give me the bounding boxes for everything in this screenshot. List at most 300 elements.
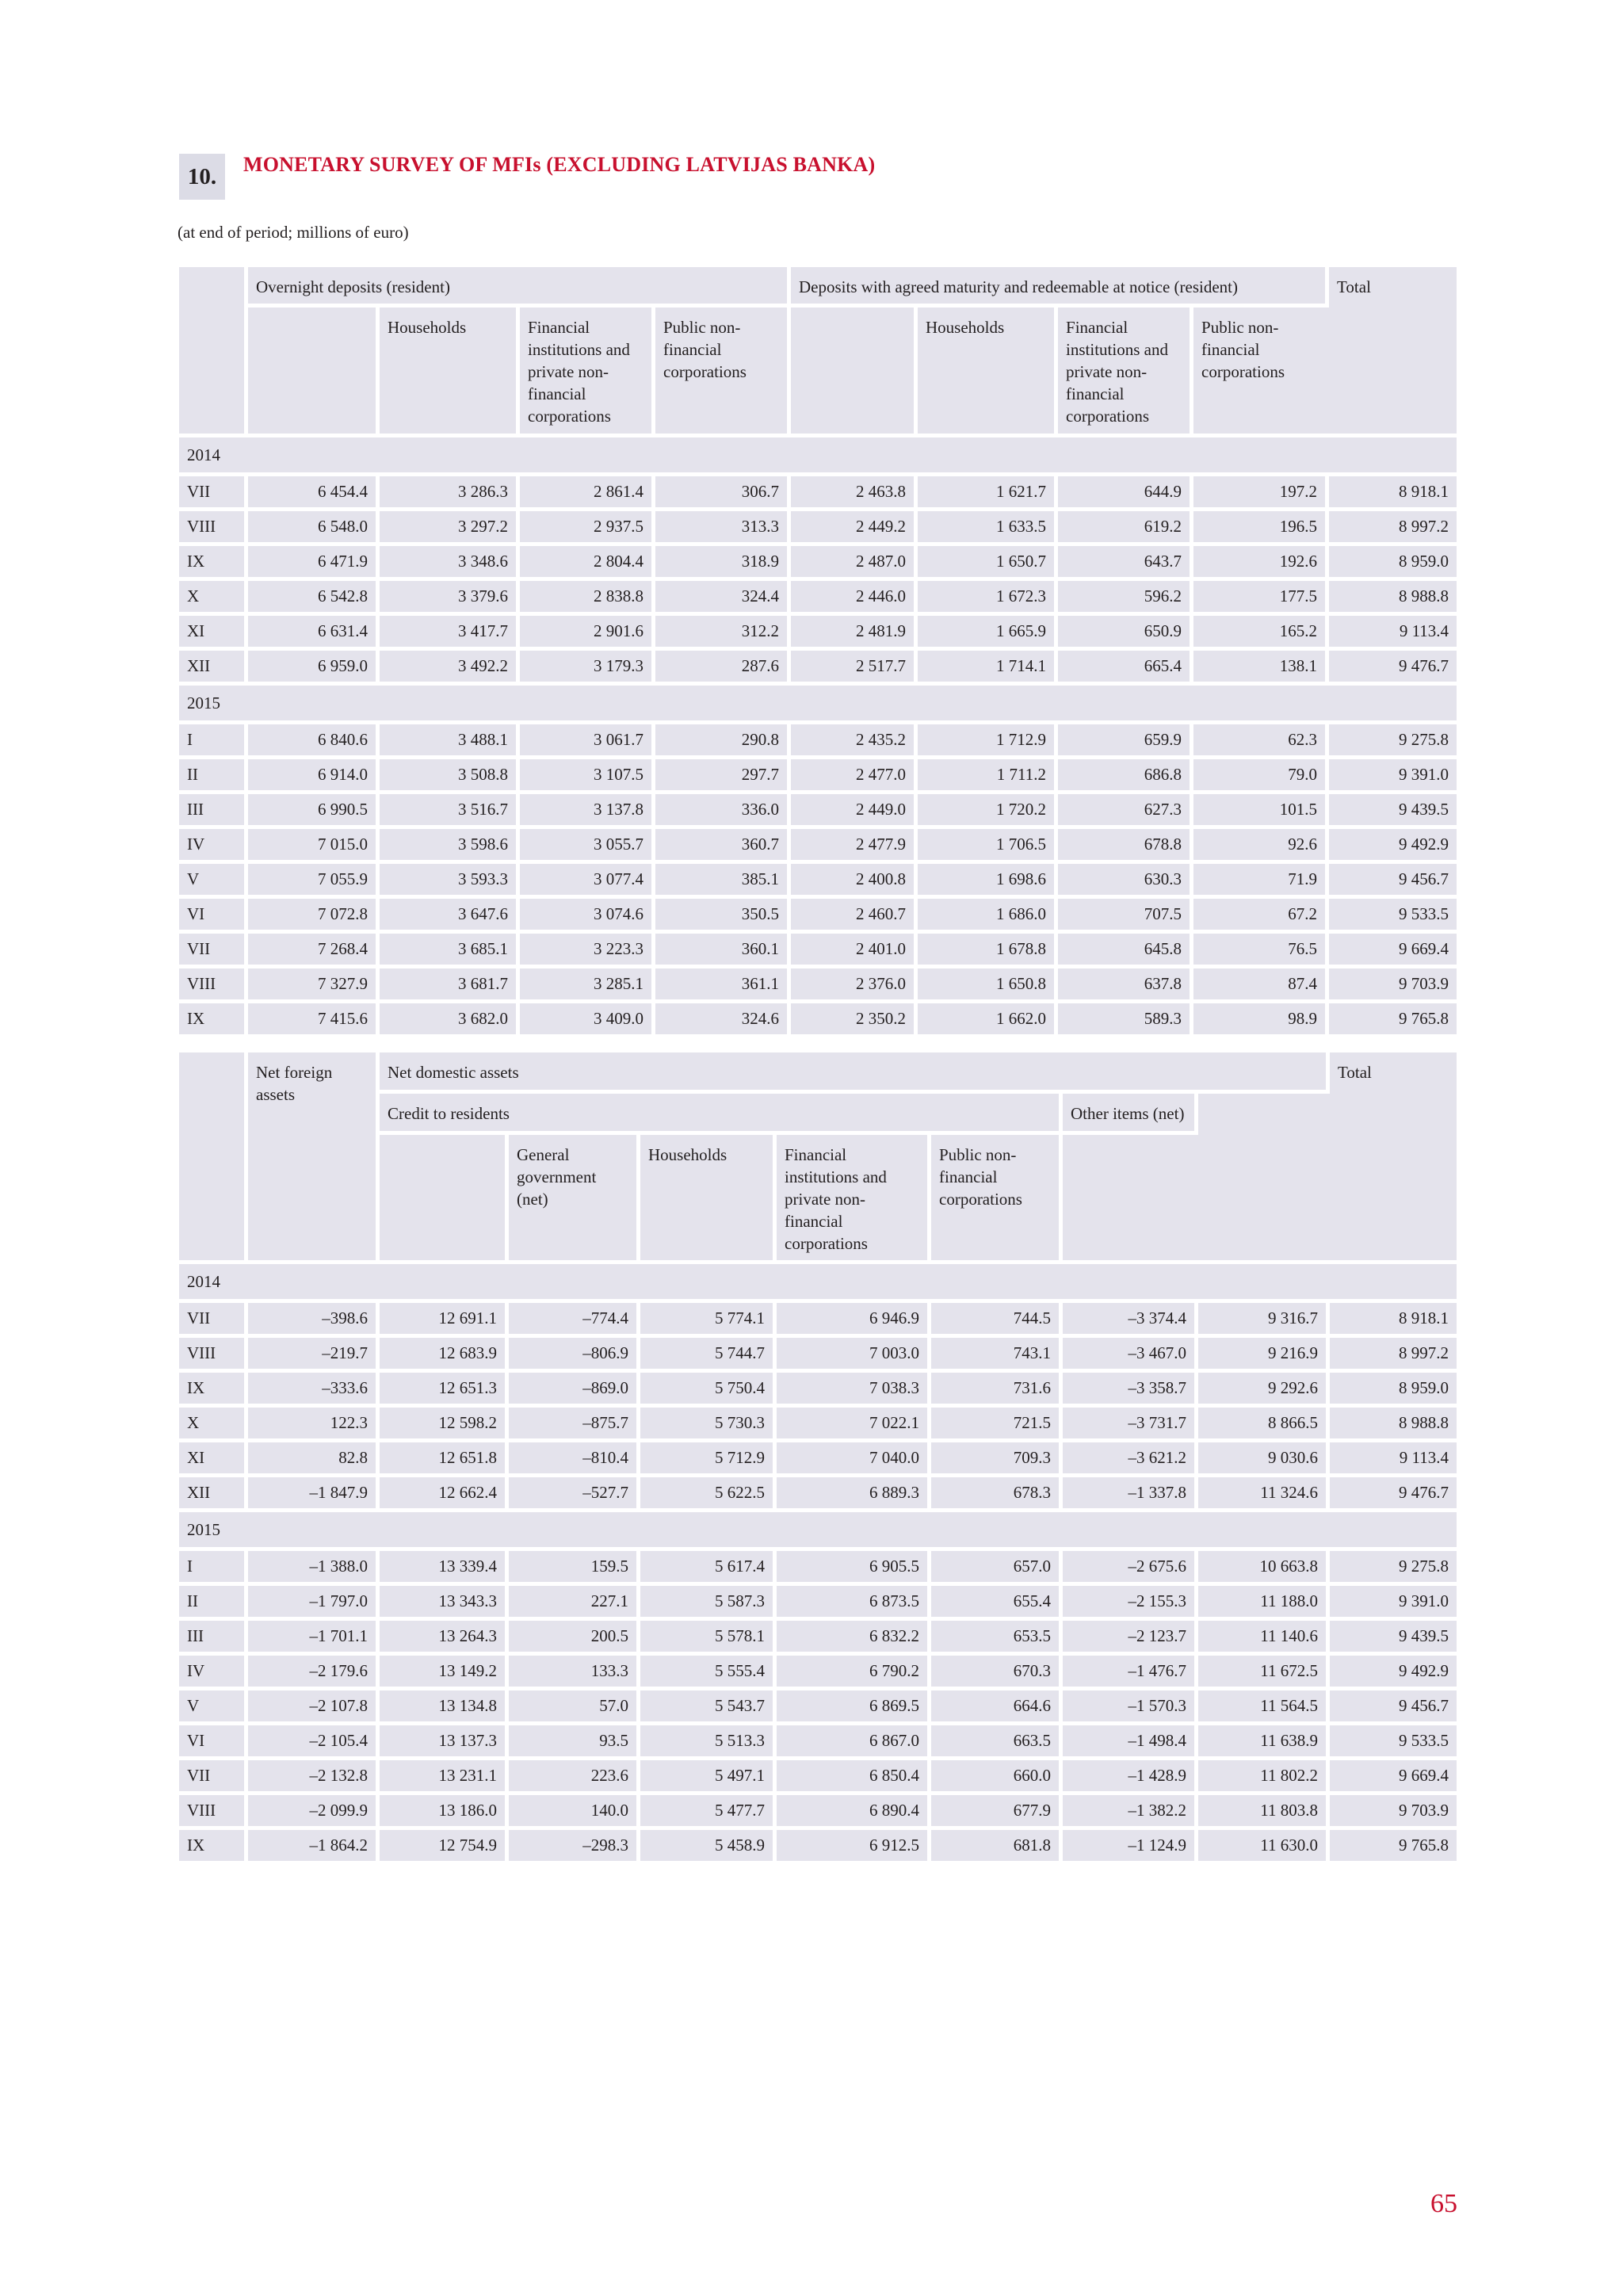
value-cell: 192.6 xyxy=(1193,546,1329,581)
period-cell: VI xyxy=(179,899,248,934)
value-cell: 5 543.7 xyxy=(640,1690,777,1725)
value-cell: 5 744.7 xyxy=(640,1338,777,1373)
value-cell: 2 350.2 xyxy=(791,1003,918,1038)
value-cell: –875.7 xyxy=(509,1408,640,1442)
value-cell: 655.4 xyxy=(931,1586,1063,1621)
table-row xyxy=(179,1373,1457,1408)
value-cell: 8 866.5 xyxy=(1198,1408,1330,1442)
value-cell: 3 107.5 xyxy=(520,759,655,794)
value-cell: 11 564.5 xyxy=(1198,1690,1330,1725)
value-cell: 9 456.7 xyxy=(1329,864,1457,899)
year-row-label: 2014 xyxy=(179,437,1457,476)
value-cell: 3 598.6 xyxy=(380,829,520,864)
value-cell: 1 711.2 xyxy=(918,759,1058,794)
table-row xyxy=(179,934,1457,968)
table-row xyxy=(179,1477,1457,1512)
value-cell: 1 633.5 xyxy=(918,511,1058,546)
value-cell: 9 030.6 xyxy=(1198,1442,1330,1477)
table-row xyxy=(179,899,1457,934)
header-public-corporations: Public non-financial corporations xyxy=(931,1135,1063,1264)
value-cell: 165.2 xyxy=(1193,616,1329,651)
table-row xyxy=(179,1830,1457,1865)
header-credit-to-residents: Credit to residents xyxy=(380,1094,1063,1135)
value-cell: 9 476.7 xyxy=(1330,1477,1457,1512)
header-overnight-deposits: Overnight deposits (resident) xyxy=(248,267,791,308)
value-cell: 10 663.8 xyxy=(1198,1551,1330,1586)
period-cell: X xyxy=(179,1408,248,1442)
value-cell: 287.6 xyxy=(655,651,791,686)
table-row xyxy=(179,968,1457,1003)
value-cell: 9 703.9 xyxy=(1330,1795,1457,1830)
value-cell: 7 072.8 xyxy=(248,899,380,934)
period-cell: III xyxy=(179,794,248,829)
value-cell: –1 382.2 xyxy=(1063,1795,1198,1830)
value-cell: 5 617.4 xyxy=(640,1551,777,1586)
table-row xyxy=(179,1795,1457,1830)
year-row-label: 2015 xyxy=(179,1512,1457,1551)
table-row xyxy=(179,1725,1457,1760)
value-cell: 133.3 xyxy=(509,1656,640,1690)
value-cell: 5 622.5 xyxy=(640,1477,777,1512)
value-cell: 2 937.5 xyxy=(520,511,655,546)
header-credit-blank xyxy=(380,1135,509,1264)
value-cell: 653.5 xyxy=(931,1621,1063,1656)
value-cell: 731.6 xyxy=(931,1373,1063,1408)
value-cell: –2 132.8 xyxy=(248,1760,380,1795)
value-cell: –2 107.8 xyxy=(248,1690,380,1725)
year-row-label: 2014 xyxy=(179,1264,1457,1303)
section-title: MONETARY SURVEY OF MFIs (EXCLUDING LATVIJAS BANKA) xyxy=(243,153,876,176)
value-cell: 9 476.7 xyxy=(1329,651,1457,686)
value-cell: 744.5 xyxy=(931,1303,1063,1338)
value-cell: 6 542.8 xyxy=(248,581,380,616)
period-cell: VIII xyxy=(179,968,248,1003)
value-cell: 3 379.6 xyxy=(380,581,520,616)
value-cell: 596.2 xyxy=(1058,581,1193,616)
value-cell: 3 409.0 xyxy=(520,1003,655,1038)
table-row xyxy=(179,794,1457,829)
value-cell: 313.3 xyxy=(655,511,791,546)
value-cell: 324.4 xyxy=(655,581,791,616)
value-cell: 6 869.5 xyxy=(777,1690,931,1725)
period-cell: VI xyxy=(179,1725,248,1760)
value-cell: 6 912.5 xyxy=(777,1830,931,1865)
value-cell: 1 714.1 xyxy=(918,651,1058,686)
value-cell: 297.7 xyxy=(655,759,791,794)
value-cell: 7 055.9 xyxy=(248,864,380,899)
period-cell: II xyxy=(179,759,248,794)
value-cell: –1 570.3 xyxy=(1063,1690,1198,1725)
value-cell: 11 672.5 xyxy=(1198,1656,1330,1690)
value-cell: 1 662.0 xyxy=(918,1003,1058,1038)
value-cell: –3 374.4 xyxy=(1063,1303,1198,1338)
value-cell: –333.6 xyxy=(248,1373,380,1408)
value-cell: 93.5 xyxy=(509,1725,640,1760)
table-subtitle: (at end of period; millions of euro) xyxy=(178,223,409,242)
header-corner xyxy=(179,267,248,437)
value-cell: 12 598.2 xyxy=(380,1408,509,1442)
table-row xyxy=(179,546,1457,581)
header-net-foreign-assets: Net foreign assets xyxy=(248,1052,380,1264)
value-cell: 8 918.1 xyxy=(1330,1303,1457,1338)
value-cell: 3 179.3 xyxy=(520,651,655,686)
period-cell: VII xyxy=(179,1303,248,1338)
value-cell: 3 137.8 xyxy=(520,794,655,829)
value-cell: –398.6 xyxy=(248,1303,380,1338)
value-cell: 5 477.7 xyxy=(640,1795,777,1830)
value-cell: 177.5 xyxy=(1193,581,1329,616)
value-cell: 2 400.8 xyxy=(791,864,918,899)
value-cell: 138.1 xyxy=(1193,651,1329,686)
value-cell: 1 672.3 xyxy=(918,581,1058,616)
value-cell: 6 790.2 xyxy=(777,1656,931,1690)
value-cell: 3 488.1 xyxy=(380,724,520,759)
value-cell: 6 840.6 xyxy=(248,724,380,759)
value-cell: 82.8 xyxy=(248,1442,380,1477)
value-cell: 9 703.9 xyxy=(1329,968,1457,1003)
value-cell: 6 889.3 xyxy=(777,1477,931,1512)
value-cell: –1 847.9 xyxy=(248,1477,380,1512)
value-cell: 7 327.9 xyxy=(248,968,380,1003)
table-row xyxy=(179,476,1457,511)
value-cell: 71.9 xyxy=(1193,864,1329,899)
value-cell: 9 456.7 xyxy=(1330,1690,1457,1725)
period-cell: II xyxy=(179,1586,248,1621)
value-cell: 3 417.7 xyxy=(380,616,520,651)
value-cell: 12 691.1 xyxy=(380,1303,509,1338)
value-cell: 13 343.3 xyxy=(380,1586,509,1621)
value-cell: 5 578.1 xyxy=(640,1621,777,1656)
period-cell: VIII xyxy=(179,511,248,546)
value-cell: 2 838.8 xyxy=(520,581,655,616)
value-cell: 9 439.5 xyxy=(1330,1621,1457,1656)
value-cell: 678.8 xyxy=(1058,829,1193,864)
value-cell: 6 990.5 xyxy=(248,794,380,829)
value-cell: –3 467.0 xyxy=(1063,1338,1198,1373)
value-cell: 3 223.3 xyxy=(520,934,655,968)
value-cell: 140.0 xyxy=(509,1795,640,1830)
value-cell: 2 463.8 xyxy=(791,476,918,511)
value-cell: 306.7 xyxy=(655,476,791,511)
value-cell: 2 477.9 xyxy=(791,829,918,864)
value-cell: 12 662.4 xyxy=(380,1477,509,1512)
value-cell: –1 337.8 xyxy=(1063,1477,1198,1512)
value-cell: –527.7 xyxy=(509,1477,640,1512)
value-cell: 223.6 xyxy=(509,1760,640,1795)
value-cell: 659.9 xyxy=(1058,724,1193,759)
value-cell: 5 712.9 xyxy=(640,1442,777,1477)
value-cell: 7 268.4 xyxy=(248,934,380,968)
value-cell: 665.4 xyxy=(1058,651,1193,686)
value-cell: 67.2 xyxy=(1193,899,1329,934)
table-row xyxy=(179,829,1457,864)
header-households: Households xyxy=(640,1135,777,1264)
value-cell: 1 650.8 xyxy=(918,968,1058,1003)
value-cell: 707.5 xyxy=(1058,899,1193,934)
value-cell: 3 077.4 xyxy=(520,864,655,899)
value-cell: 13 339.4 xyxy=(380,1551,509,1586)
value-cell: 227.1 xyxy=(509,1586,640,1621)
value-cell: 9 113.4 xyxy=(1329,616,1457,651)
value-cell: –869.0 xyxy=(509,1373,640,1408)
value-cell: 101.5 xyxy=(1193,794,1329,829)
value-cell: 2 435.2 xyxy=(791,724,918,759)
value-cell: 13 149.2 xyxy=(380,1656,509,1690)
value-cell: –1 701.1 xyxy=(248,1621,380,1656)
value-cell: 11 140.6 xyxy=(1198,1621,1330,1656)
value-cell: –2 179.6 xyxy=(248,1656,380,1690)
value-cell: 1 720.2 xyxy=(918,794,1058,829)
value-cell: 11 630.0 xyxy=(1198,1830,1330,1865)
table-row xyxy=(179,1338,1457,1373)
value-cell: 324.6 xyxy=(655,1003,791,1038)
value-cell: –1 476.7 xyxy=(1063,1656,1198,1690)
value-cell: 9 492.9 xyxy=(1330,1656,1457,1690)
value-cell: 8 959.0 xyxy=(1330,1373,1457,1408)
value-cell: 721.5 xyxy=(931,1408,1063,1442)
value-cell: 8 997.2 xyxy=(1329,511,1457,546)
value-cell: 9 316.7 xyxy=(1198,1303,1330,1338)
year-row-label: 2015 xyxy=(179,686,1457,724)
value-cell: 9 439.5 xyxy=(1329,794,1457,829)
value-cell: –1 428.9 xyxy=(1063,1760,1198,1795)
value-cell: 9 669.4 xyxy=(1329,934,1457,968)
value-cell: 87.4 xyxy=(1193,968,1329,1003)
value-cell: –810.4 xyxy=(509,1442,640,1477)
value-cell: 3 285.1 xyxy=(520,968,655,1003)
value-cell: 7 003.0 xyxy=(777,1338,931,1373)
value-cell: –1 124.9 xyxy=(1063,1830,1198,1865)
value-cell: 2 401.0 xyxy=(791,934,918,968)
period-cell: IX xyxy=(179,1373,248,1408)
header-overnight-blank xyxy=(248,308,380,437)
value-cell: 670.3 xyxy=(931,1656,1063,1690)
table-row xyxy=(179,1442,1457,1477)
header-net-domestic-assets: Net domestic assets xyxy=(380,1052,1330,1094)
value-cell: 360.1 xyxy=(655,934,791,968)
table-row xyxy=(179,1760,1457,1795)
value-cell: 8 997.2 xyxy=(1330,1338,1457,1373)
value-cell: 6 959.0 xyxy=(248,651,380,686)
table-row xyxy=(179,1003,1457,1038)
value-cell: 200.5 xyxy=(509,1621,640,1656)
value-cell: 9 275.8 xyxy=(1329,724,1457,759)
value-cell: 644.9 xyxy=(1058,476,1193,511)
value-cell: 290.8 xyxy=(655,724,791,759)
header-domestic-blank xyxy=(1198,1094,1330,1264)
value-cell: 2 804.4 xyxy=(520,546,655,581)
value-cell: 664.6 xyxy=(931,1690,1063,1725)
period-cell: IX xyxy=(179,1830,248,1865)
period-cell: III xyxy=(179,1621,248,1656)
value-cell: 3 492.2 xyxy=(380,651,520,686)
value-cell: 79.0 xyxy=(1193,759,1329,794)
value-cell: 637.8 xyxy=(1058,968,1193,1003)
value-cell: 6 832.2 xyxy=(777,1621,931,1656)
value-cell: 350.5 xyxy=(655,899,791,934)
value-cell: 2 446.0 xyxy=(791,581,918,616)
value-cell: 1 650.7 xyxy=(918,546,1058,581)
value-cell: 3 508.8 xyxy=(380,759,520,794)
value-cell: 11 803.8 xyxy=(1198,1795,1330,1830)
value-cell: 6 905.5 xyxy=(777,1551,931,1586)
period-cell: IV xyxy=(179,829,248,864)
value-cell: –774.4 xyxy=(509,1303,640,1338)
value-cell: 3 055.7 xyxy=(520,829,655,864)
value-cell: 9 533.5 xyxy=(1330,1725,1457,1760)
period-cell: VII xyxy=(179,934,248,968)
value-cell: 3 681.7 xyxy=(380,968,520,1003)
period-cell: X xyxy=(179,581,248,616)
value-cell: –3 358.7 xyxy=(1063,1373,1198,1408)
value-cell: 643.7 xyxy=(1058,546,1193,581)
value-cell: 645.8 xyxy=(1058,934,1193,968)
value-cell: 361.1 xyxy=(655,968,791,1003)
value-cell: 1 665.9 xyxy=(918,616,1058,651)
value-cell: 6 454.4 xyxy=(248,476,380,511)
value-cell: 2 460.7 xyxy=(791,899,918,934)
value-cell: 9 391.0 xyxy=(1330,1586,1457,1621)
value-cell: 8 959.0 xyxy=(1329,546,1457,581)
value-cell: 12 754.9 xyxy=(380,1830,509,1865)
value-cell: 7 015.0 xyxy=(248,829,380,864)
value-cell: 589.3 xyxy=(1058,1003,1193,1038)
value-cell: 5 555.4 xyxy=(640,1656,777,1690)
table-row xyxy=(179,1303,1457,1338)
value-cell: 312.2 xyxy=(655,616,791,651)
value-cell: 11 638.9 xyxy=(1198,1725,1330,1760)
period-cell: XII xyxy=(179,651,248,686)
deposits-table-body xyxy=(179,267,1457,1038)
value-cell: 2 449.0 xyxy=(791,794,918,829)
value-cell: 12 651.3 xyxy=(380,1373,509,1408)
value-cell: 1 686.0 xyxy=(918,899,1058,934)
value-cell: 9 275.8 xyxy=(1330,1551,1457,1586)
value-cell: –3 621.2 xyxy=(1063,1442,1198,1477)
value-cell: –1 388.0 xyxy=(248,1551,380,1586)
table-row xyxy=(179,1586,1457,1621)
value-cell: –2 099.9 xyxy=(248,1795,380,1830)
header-financial-institutions: Financial institutions and private non-financial corporations xyxy=(1058,308,1193,437)
value-cell: 686.8 xyxy=(1058,759,1193,794)
value-cell: 6 631.4 xyxy=(248,616,380,651)
value-cell: 62.3 xyxy=(1193,724,1329,759)
value-cell: 13 134.8 xyxy=(380,1690,509,1725)
value-cell: 5 513.3 xyxy=(640,1725,777,1760)
value-cell: 2 861.4 xyxy=(520,476,655,511)
period-cell: V xyxy=(179,864,248,899)
value-cell: 678.3 xyxy=(931,1477,1063,1512)
value-cell: 9 292.6 xyxy=(1198,1373,1330,1408)
value-cell: 5 587.3 xyxy=(640,1586,777,1621)
value-cell: 7 415.6 xyxy=(248,1003,380,1038)
value-cell: 5 497.1 xyxy=(640,1760,777,1795)
value-cell: 13 137.3 xyxy=(380,1725,509,1760)
header-other-items-blank xyxy=(1063,1135,1198,1264)
value-cell: –298.3 xyxy=(509,1830,640,1865)
value-cell: 2 901.6 xyxy=(520,616,655,651)
header-agreed-maturity-deposits: Deposits with agreed maturity and redeemable at notice (resident) xyxy=(791,267,1329,308)
value-cell: 743.1 xyxy=(931,1338,1063,1373)
value-cell: 2 487.0 xyxy=(791,546,918,581)
value-cell: 657.0 xyxy=(931,1551,1063,1586)
value-cell: 5 774.1 xyxy=(640,1303,777,1338)
table-row xyxy=(179,511,1457,546)
header-households: Households xyxy=(380,308,520,437)
header-total: Total xyxy=(1330,1052,1457,1264)
value-cell: 1 706.5 xyxy=(918,829,1058,864)
value-cell: 2 449.2 xyxy=(791,511,918,546)
value-cell: 6 914.0 xyxy=(248,759,380,794)
value-cell: 12 651.8 xyxy=(380,1442,509,1477)
table-row xyxy=(179,1408,1457,1442)
table-row xyxy=(179,1690,1457,1725)
table-row xyxy=(179,616,1457,651)
period-cell: IV xyxy=(179,1656,248,1690)
value-cell: 3 593.3 xyxy=(380,864,520,899)
value-cell: 9 113.4 xyxy=(1330,1442,1457,1477)
value-cell: 3 297.2 xyxy=(380,511,520,546)
value-cell: 3 682.0 xyxy=(380,1003,520,1038)
value-cell: –806.9 xyxy=(509,1338,640,1373)
value-cell: 3 286.3 xyxy=(380,476,520,511)
value-cell: 7 038.3 xyxy=(777,1373,931,1408)
value-cell: 159.5 xyxy=(509,1551,640,1586)
value-cell: 630.3 xyxy=(1058,864,1193,899)
value-cell: 1 621.7 xyxy=(918,476,1058,511)
value-cell: 660.0 xyxy=(931,1760,1063,1795)
table-row xyxy=(179,759,1457,794)
value-cell: 663.5 xyxy=(931,1725,1063,1760)
value-cell: –1 864.2 xyxy=(248,1830,380,1865)
period-cell: VII xyxy=(179,1760,248,1795)
value-cell: 196.5 xyxy=(1193,511,1329,546)
value-cell: 13 264.3 xyxy=(380,1621,509,1656)
value-cell: 7 022.1 xyxy=(777,1408,931,1442)
header-general-government: General government (net) xyxy=(509,1135,640,1264)
value-cell: 11 188.0 xyxy=(1198,1586,1330,1621)
value-cell: 709.3 xyxy=(931,1442,1063,1477)
value-cell: 2 477.0 xyxy=(791,759,918,794)
value-cell: 650.9 xyxy=(1058,616,1193,651)
value-cell: 6 946.9 xyxy=(777,1303,931,1338)
value-cell: 6 890.4 xyxy=(777,1795,931,1830)
value-cell: 3 685.1 xyxy=(380,934,520,968)
table-row xyxy=(179,651,1457,686)
value-cell: 385.1 xyxy=(655,864,791,899)
value-cell: 681.8 xyxy=(931,1830,1063,1865)
assets-table xyxy=(179,1052,1457,1865)
value-cell: 9 669.4 xyxy=(1330,1760,1457,1795)
value-cell: –2 155.3 xyxy=(1063,1586,1198,1621)
table-row xyxy=(179,1656,1457,1690)
value-cell: 6 548.0 xyxy=(248,511,380,546)
period-cell: I xyxy=(179,1551,248,1586)
value-cell: 5 730.3 xyxy=(640,1408,777,1442)
value-cell: –1 498.4 xyxy=(1063,1725,1198,1760)
period-cell: V xyxy=(179,1690,248,1725)
value-cell: 1 678.8 xyxy=(918,934,1058,968)
value-cell: 336.0 xyxy=(655,794,791,829)
value-cell: –1 797.0 xyxy=(248,1586,380,1621)
value-cell: 9 765.8 xyxy=(1329,1003,1457,1038)
value-cell: 2 517.7 xyxy=(791,651,918,686)
value-cell: 6 873.5 xyxy=(777,1586,931,1621)
value-cell: 12 683.9 xyxy=(380,1338,509,1373)
header-financial-institutions: Financial institutions and private non-financial corporations xyxy=(777,1135,931,1264)
value-cell: 3 061.7 xyxy=(520,724,655,759)
value-cell: 197.2 xyxy=(1193,476,1329,511)
